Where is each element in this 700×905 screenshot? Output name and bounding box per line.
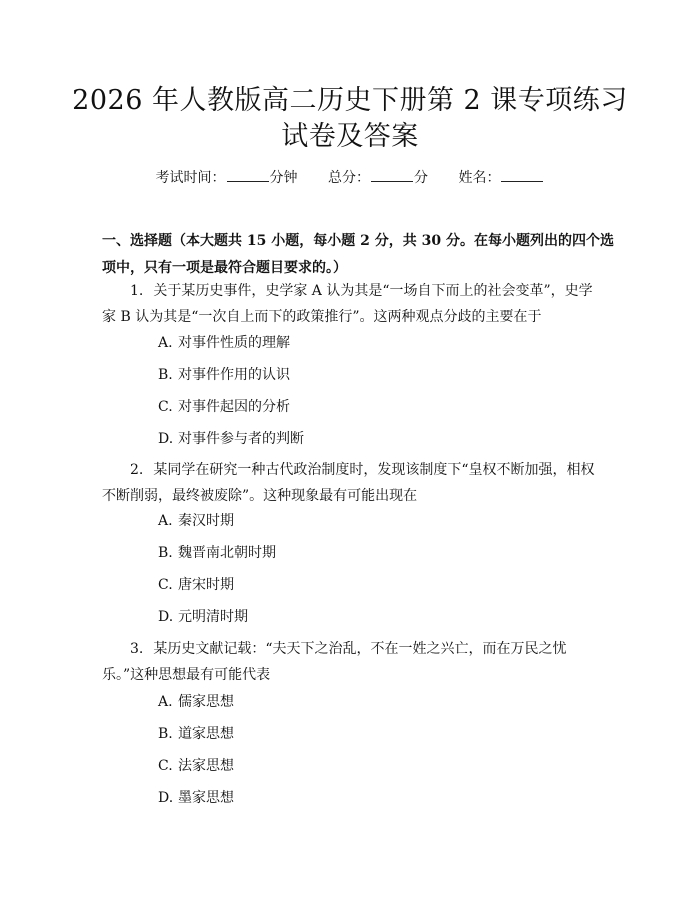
option-2a <box>158 511 234 531</box>
total-score-label: 总分： <box>328 170 370 186</box>
option-1d <box>158 429 304 449</box>
total-score-blank <box>371 167 413 182</box>
total-score-unit: 分 <box>414 170 428 186</box>
option-letter: D. <box>158 790 174 806</box>
option-text: 对事件性质的理解 <box>178 335 290 351</box>
page-title: 2026 年人教版高二历史下册第 2 课专项练习 <box>72 85 628 116</box>
exam-info-line <box>0 167 700 189</box>
exam-time-field <box>156 170 298 186</box>
option-text: 秦汉时期 <box>178 513 234 529</box>
option-letter: A. <box>158 513 173 529</box>
question-number: 2. <box>130 462 144 478</box>
question-stem: 关于某历史事件，史学家 A 认为其是“一场自下而上的社会变革”，史学家 B 认为其是“一次自上而下的政策推行”。这两种观点分歧的主要在于 <box>102 283 593 325</box>
option-text: 儒家思想 <box>178 694 234 710</box>
option-text: 法家思想 <box>178 758 234 774</box>
option-letter: C. <box>158 399 173 415</box>
option-letter: C. <box>158 577 173 593</box>
option-letter: B. <box>158 726 173 742</box>
option-letter: D. <box>158 609 174 625</box>
option-1a <box>158 333 290 353</box>
option-letter: C. <box>158 758 173 774</box>
exam-time-label: 考试时间： <box>155 170 226 186</box>
option-letter: B. <box>158 545 173 561</box>
question-number: 3. <box>130 641 144 657</box>
question-stem: 某历史文献记载：“夫天下之治乱，不在一姓之兴亡，而在万民之忧乐。”这种思想最有可能代表 <box>102 641 567 683</box>
exam-time-blank <box>227 167 269 182</box>
student-name-blank <box>501 167 543 182</box>
question-3 <box>102 636 596 688</box>
option-letter: D. <box>158 431 174 447</box>
question-number: 1. <box>130 283 144 299</box>
section-heading: 一、选择题（本大题共 15 小题，每小题 2 分，共 30 分。在每小题列出的四个选项中，只有一项是最符合题目要求的。） <box>102 233 614 276</box>
question-stem: 某同学在研究一种古代政治制度时，发现该制度下“皇权不断加强，相权不断削弱，最终被废除”。这种现象最有可能出现在 <box>102 462 595 504</box>
question-1 <box>102 278 596 330</box>
option-letter: B. <box>158 367 173 383</box>
option-3c <box>158 756 234 776</box>
option-3d <box>158 788 234 808</box>
page-title-continued: 试卷及答案 <box>281 121 419 152</box>
student-name-field <box>458 170 544 186</box>
exam-time-unit: 分钟 <box>269 170 298 186</box>
option-text: 对事件参与者的判断 <box>178 431 304 447</box>
option-text: 魏晋南北朝时期 <box>178 545 276 561</box>
option-2d <box>158 607 248 627</box>
option-text: 墨家思想 <box>178 790 234 806</box>
option-text: 元明清时期 <box>178 609 248 625</box>
option-1c <box>158 397 290 417</box>
option-2b <box>158 543 276 563</box>
option-letter: A. <box>158 335 173 351</box>
option-letter: A. <box>158 694 173 710</box>
option-text: 对事件作用的认识 <box>178 367 290 383</box>
question-2 <box>102 457 596 509</box>
total-score-field <box>328 170 428 186</box>
option-text: 唐宋时期 <box>178 577 234 593</box>
option-1b <box>158 365 290 385</box>
option-text: 对事件起因的分析 <box>178 399 290 415</box>
option-2c <box>158 575 234 595</box>
option-text: 道家思想 <box>178 726 234 742</box>
student-name-label: 姓名： <box>458 170 501 186</box>
option-3a <box>158 692 234 712</box>
option-3b <box>158 724 234 744</box>
